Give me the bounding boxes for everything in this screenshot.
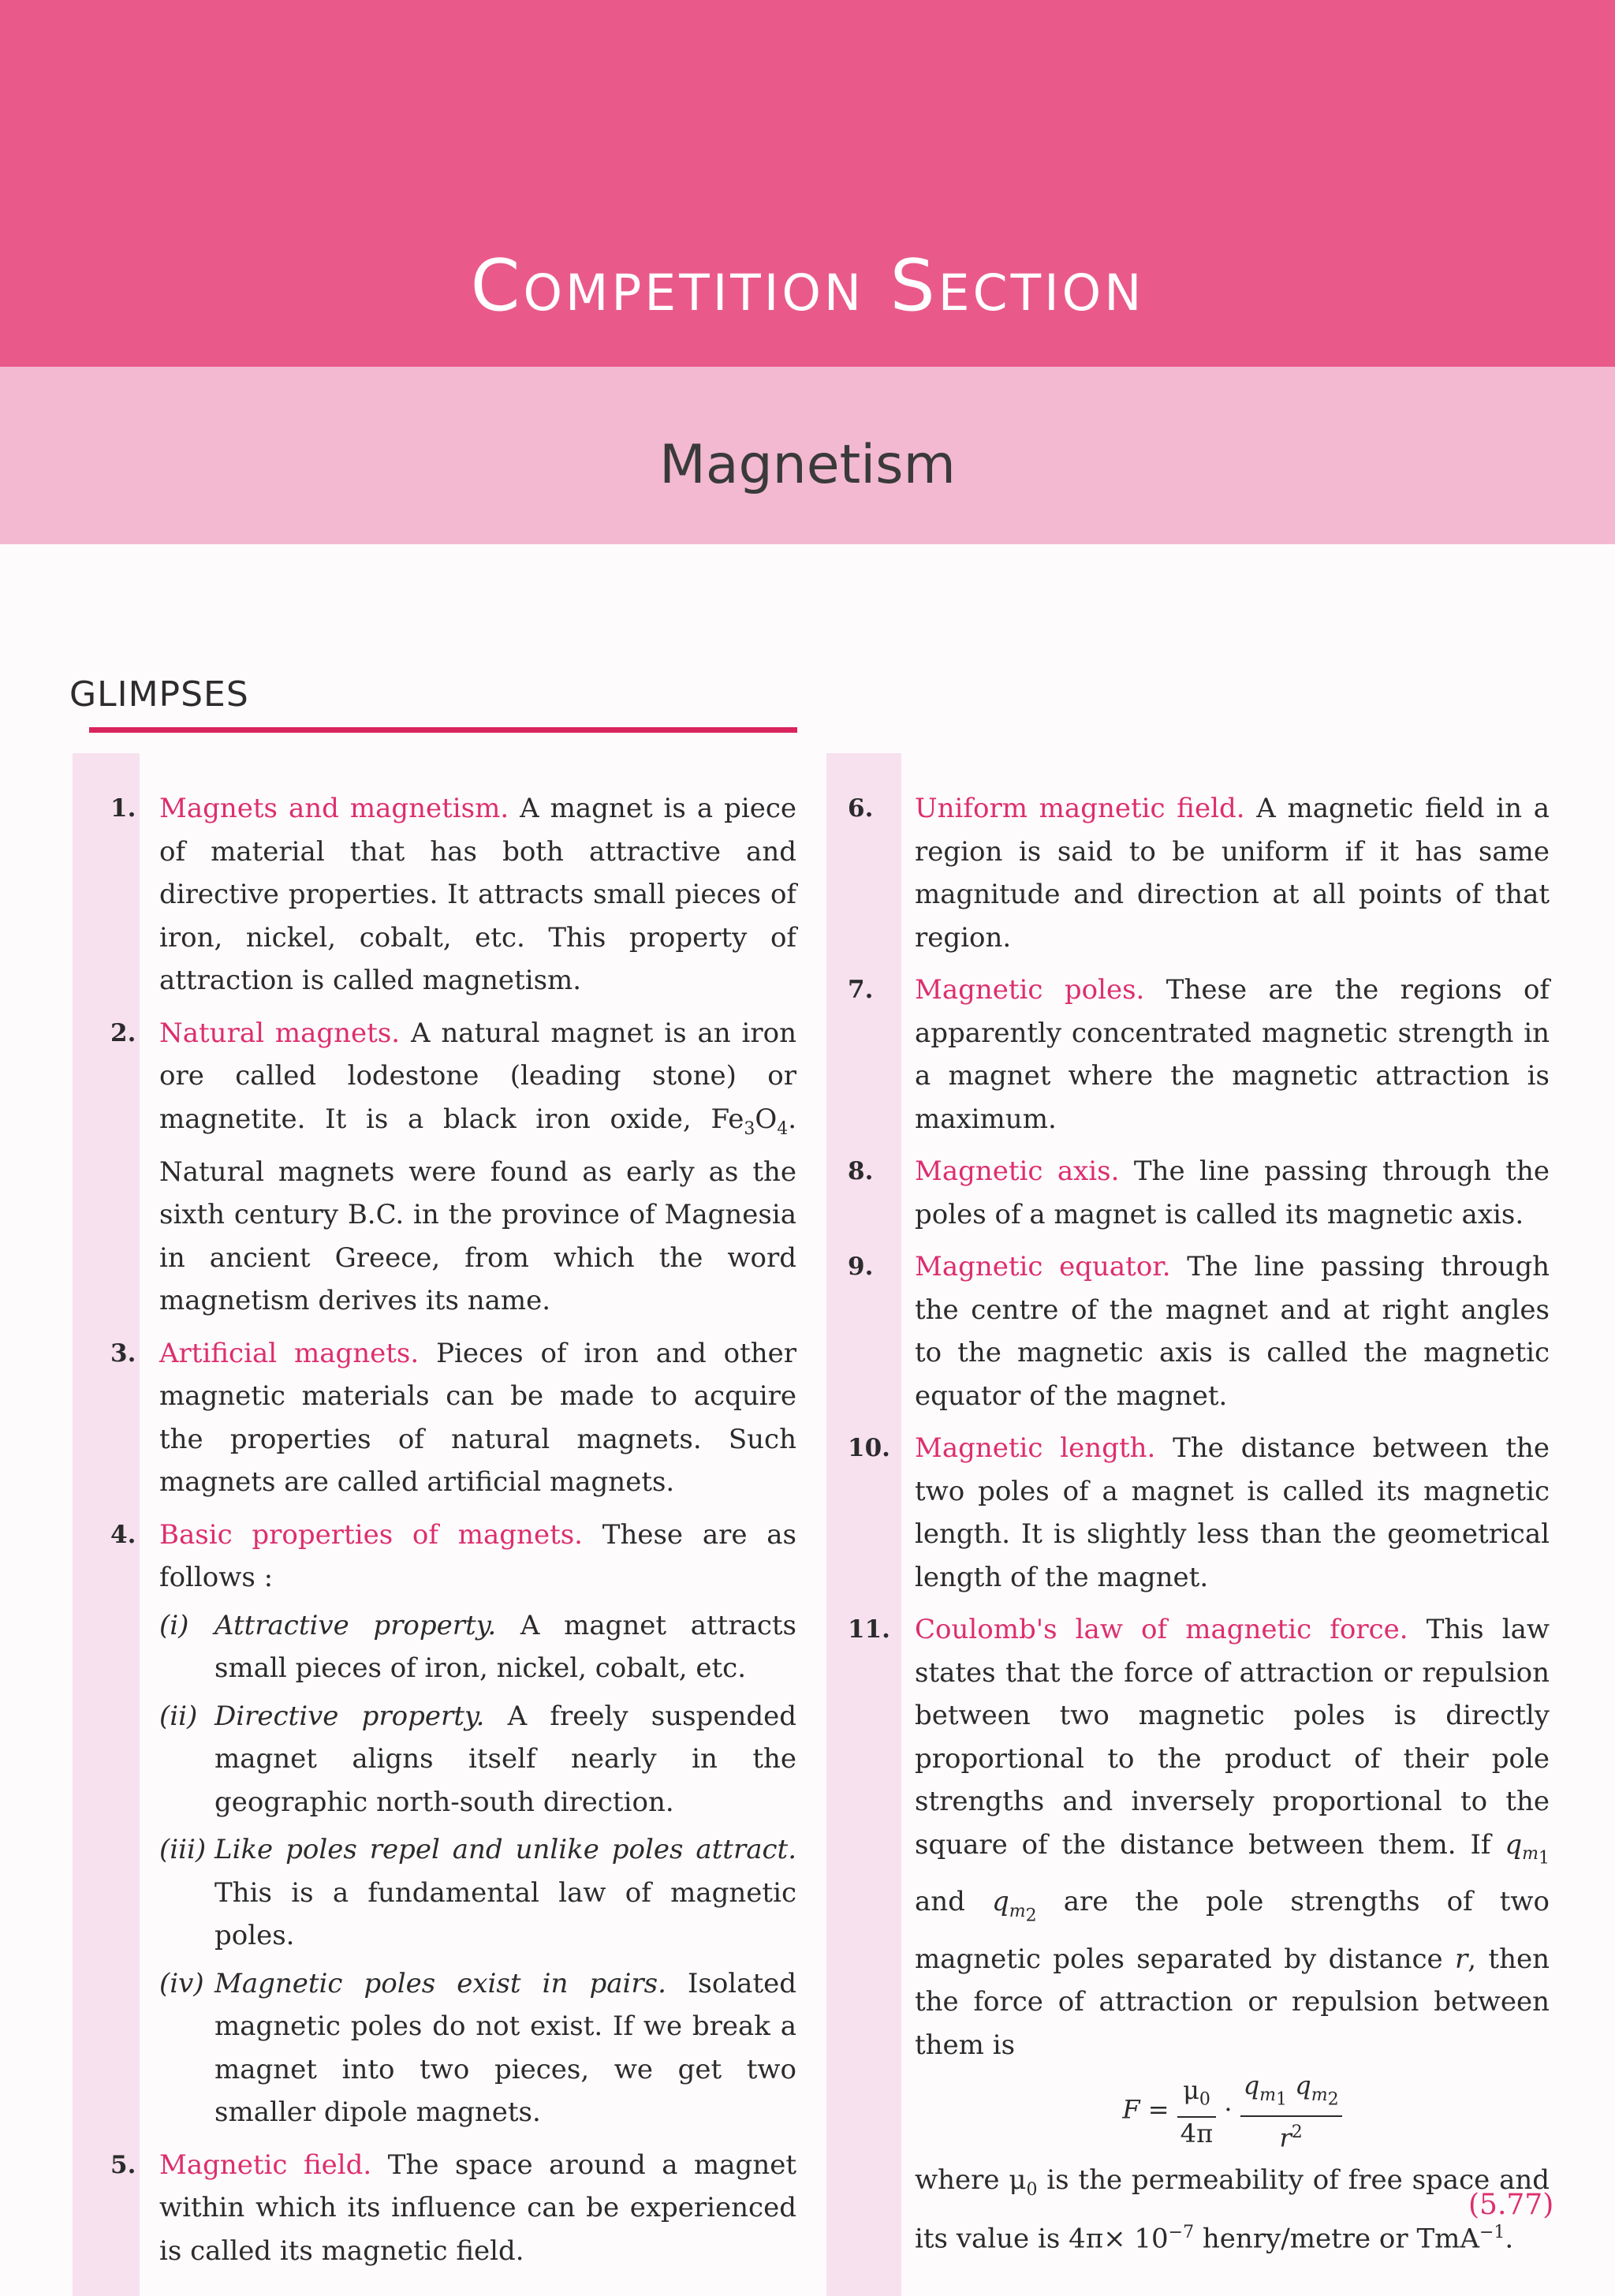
item-term: Magnetic field. bbox=[159, 2149, 372, 2181]
subscript: 2 bbox=[1327, 2089, 1339, 2110]
item-number: 7. bbox=[848, 976, 874, 1004]
pole-strength-symbol: q bbox=[1295, 2070, 1311, 2101]
list-item bbox=[848, 1150, 1550, 1236]
sub-item bbox=[159, 1695, 796, 1824]
item-number: 1. bbox=[110, 794, 136, 823]
subscript: m bbox=[1009, 1901, 1026, 1921]
list-item bbox=[848, 1427, 1550, 1599]
subscript: 4 bbox=[777, 1118, 789, 1139]
item-text: where μ bbox=[915, 2163, 1027, 2196]
item-text: The line passing through the centre of the magnet and at right angles to the magnetic axis is called the magnetic equator of the magnet. bbox=[915, 1251, 1550, 1412]
sub-item-term: Attractive property. bbox=[214, 1609, 497, 1641]
item-term: Coulomb's law of magnetic force. bbox=[915, 1614, 1408, 1645]
sub-item-text: A freely suspended magnet aligns itself nearly in the geographic north-south direction. bbox=[214, 1700, 796, 1818]
subscript: m bbox=[1259, 2085, 1277, 2105]
sub-item bbox=[159, 1604, 796, 1690]
item-text: The line passing through the poles of a magnet is called its magnetic axis. bbox=[915, 1155, 1550, 1230]
subscript: 3 bbox=[744, 1118, 755, 1139]
roman-numeral: (ii) bbox=[159, 1700, 198, 1732]
sub-item-text: This is a fundamental law of magnetic poles. bbox=[214, 1876, 796, 1952]
item-number: 8. bbox=[848, 1157, 874, 1185]
formula-dot: · bbox=[1216, 2095, 1240, 2126]
list-item bbox=[110, 1514, 796, 2134]
subscript: 2 bbox=[1025, 1906, 1037, 1926]
glimpses-heading: GLIMPSES bbox=[69, 674, 249, 715]
item-term: Artificial magnets. bbox=[159, 1337, 420, 1369]
distance-symbol: r bbox=[1455, 1943, 1468, 1975]
item-number: 3. bbox=[110, 1338, 136, 1368]
sub-item-term: Magnetic poles exist in pairs. bbox=[214, 1967, 666, 1999]
subscript: m bbox=[1311, 2085, 1328, 2105]
item-number: 4. bbox=[110, 1520, 136, 1549]
roman-numeral: (i) bbox=[159, 1609, 189, 1641]
item-text: . bbox=[1505, 2223, 1514, 2255]
subscript: 1 bbox=[1276, 2089, 1288, 2110]
section-title: Competition Section bbox=[470, 245, 1145, 327]
mu-symbol: μ bbox=[1183, 2075, 1199, 2106]
list-item bbox=[110, 1012, 796, 1323]
sub-item-term: Like poles repel and unlike poles attract. bbox=[214, 1834, 796, 1866]
subscript: 0 bbox=[1026, 2179, 1038, 2200]
item-text: O bbox=[755, 1103, 778, 1135]
item-text: These are as follows : bbox=[159, 1518, 796, 1594]
item-text: is the permeability of free space and its value is 4π× 10 bbox=[915, 2163, 1550, 2255]
item-text: A magnetic field in a region is said to be uniform if it has same magnitude and direction at all points of that region. bbox=[915, 793, 1550, 954]
item-number: 9. bbox=[848, 1253, 874, 1281]
item-term: Magnetic poles. bbox=[915, 974, 1145, 1006]
sub-item-text: Isolated magnetic poles do not exist. If we break a magnet into two pieces, we get two smaller dipole magnets. bbox=[214, 1967, 797, 2129]
sub-item bbox=[159, 1962, 796, 2134]
superscript: 2 bbox=[1291, 2122, 1303, 2143]
formula-constant-fraction bbox=[1177, 2074, 1216, 2149]
right-column bbox=[848, 787, 1550, 2270]
permeability-note bbox=[915, 2159, 1550, 2261]
item-text: These are the regions of apparently concentrated magnetic strength in a magnet where the magnetic attraction is maximum. bbox=[915, 974, 1550, 1135]
list-item bbox=[110, 1332, 796, 1504]
item-term: Natural magnets. bbox=[159, 1017, 401, 1049]
sub-item bbox=[159, 1828, 796, 1958]
subscript: m bbox=[1522, 1844, 1539, 1865]
formula-pole-fraction bbox=[1240, 2070, 1342, 2153]
item-text: are the pole strengths of two magnetic poles separated by distance bbox=[915, 1886, 1550, 1975]
pole-strength-symbol: q bbox=[1505, 1828, 1523, 1861]
roman-numeral: (iii) bbox=[159, 1834, 207, 1866]
item-text: Pieces of iron and other magnetic materials can be made to acquire the properties of natural magnets. Such magnets are called artificial magnets. bbox=[159, 1337, 796, 1499]
chapter-title: Magnetism bbox=[659, 434, 956, 496]
formula-lhs: F = bbox=[1122, 2095, 1169, 2126]
sub-item-term: Directive property. bbox=[214, 1700, 485, 1732]
item-text: A natural magnet is an iron ore called lodestone (leading stone) or magnetite. It is a black iron oxide, Fe bbox=[159, 1017, 797, 1135]
page-number: (5.77) bbox=[1468, 2189, 1554, 2221]
item-term: Basic properties of magnets. bbox=[159, 1518, 583, 1551]
coulomb-formula bbox=[915, 2070, 1550, 2153]
list-item bbox=[110, 787, 796, 1002]
formula-denominator: 4π bbox=[1180, 2118, 1214, 2149]
item-number: 10. bbox=[848, 1434, 890, 1462]
item-term: Magnetic axis. bbox=[915, 1155, 1120, 1187]
roman-numeral: (iv) bbox=[159, 1967, 204, 1999]
list-item bbox=[848, 1608, 1550, 2261]
glimpses-rule bbox=[89, 727, 797, 733]
list-item bbox=[110, 2144, 796, 2273]
list-item bbox=[848, 1245, 1550, 1417]
subscript: 1 bbox=[1539, 1848, 1550, 1869]
item-text: The distance between the two poles of a magnet is called its magnetic length. It is slightly less than the geometrical length of the magnet. bbox=[915, 1432, 1550, 1593]
item-term: Magnetic equator. bbox=[915, 1251, 1171, 1282]
item-text: This law states that the force of attraction or repulsion between two magnetic poles is directly proportional to the product of their pole strengths and inversely proportional to the square of the distance between them. If bbox=[915, 1614, 1550, 1861]
item-term: Magnets and magnetism. bbox=[159, 793, 509, 824]
item-term: Magnetic length. bbox=[915, 1432, 1156, 1464]
list-item bbox=[848, 969, 1550, 1141]
item-text: , then the force of attraction or repulsion between them is bbox=[915, 1943, 1550, 2061]
sub-item-text: A magnet attracts small pieces of iron, nickel, cobalt, etc. bbox=[214, 1609, 796, 1685]
pole-strength-symbol: q bbox=[992, 1886, 1009, 1918]
superscript: −1 bbox=[1479, 2223, 1505, 2243]
left-column bbox=[110, 787, 796, 2282]
item-text: and bbox=[915, 1886, 992, 1918]
list-item bbox=[848, 787, 1550, 959]
distance-symbol: r bbox=[1279, 2122, 1292, 2153]
item-text: A magnet is a piece of material that has both attractive and directive properties. It attracts small pieces of iron, nickel, cobalt, etc. This property of attraction is called magnetism. bbox=[159, 793, 796, 996]
subscript: 0 bbox=[1199, 2089, 1210, 2110]
item-text: The space around a magnet within which its influence can be experienced is called its magnetic field. bbox=[159, 2149, 797, 2267]
superscript: −7 bbox=[1168, 2223, 1195, 2243]
item-number: 2. bbox=[110, 1018, 136, 1047]
item-term: Uniform magnetic field. bbox=[915, 793, 1245, 824]
item-text: . Natural magnets were found as early as the sixth century B.C. in the province of Magnesia in ancient Greece, from which the word magnetism derives its name. bbox=[159, 1103, 796, 1317]
item-number: 11. bbox=[848, 1615, 890, 1644]
item-text: henry/metre or TmA bbox=[1194, 2223, 1479, 2255]
pole-strength-symbol: q bbox=[1243, 2070, 1260, 2101]
item-number: 5. bbox=[110, 2150, 136, 2179]
item-number: 6. bbox=[848, 794, 874, 823]
